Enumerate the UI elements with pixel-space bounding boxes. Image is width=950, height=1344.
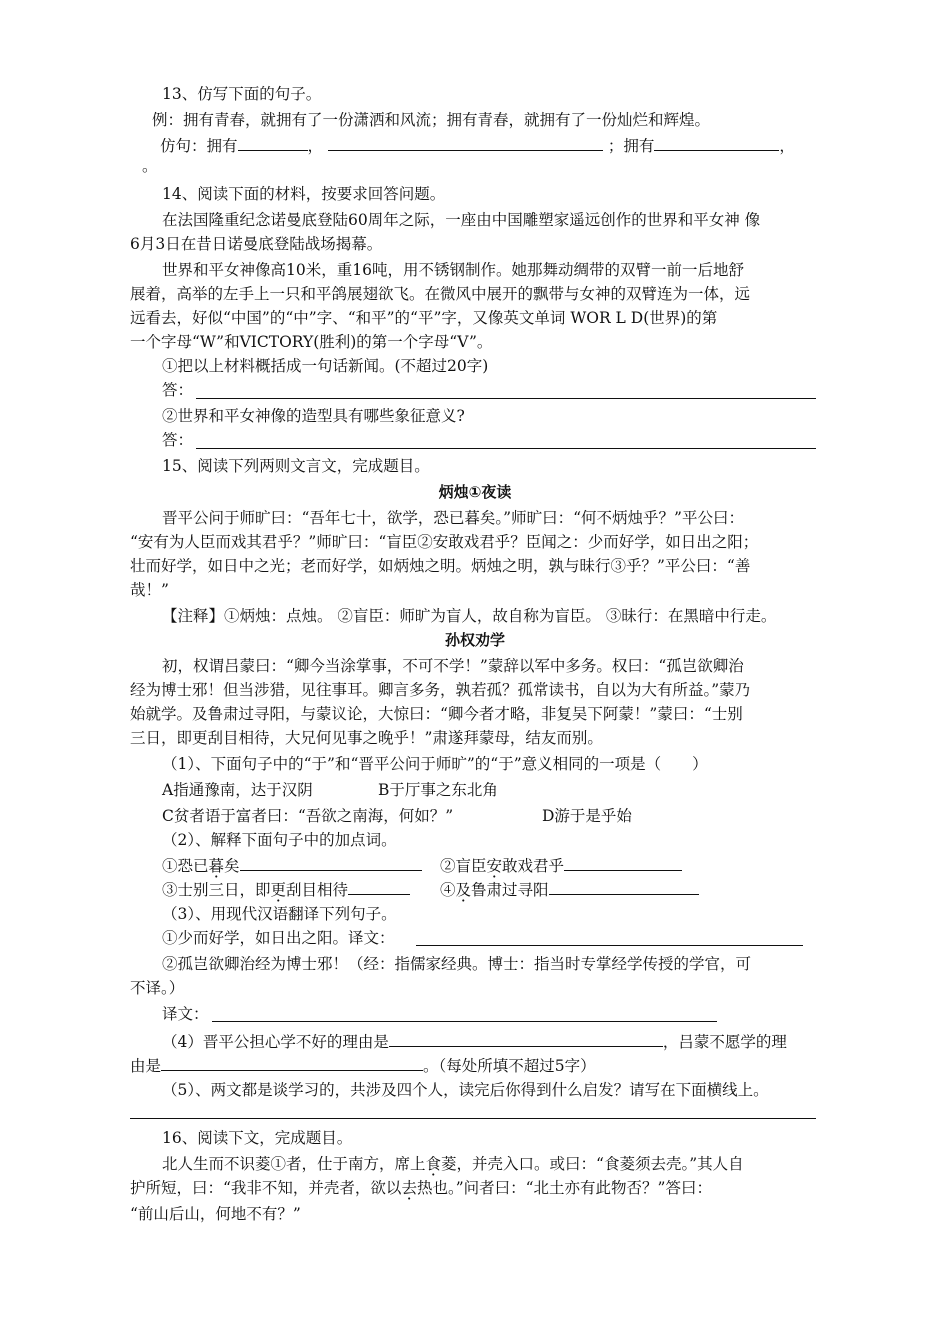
s4-blank-2[interactable] [161, 1054, 423, 1071]
q13-title: 13、仿写下面的句子。 [162, 85, 322, 103]
q14-paragraph1-line2: 6月3日在昔日诺曼底登陆战场揭幕。 [130, 235, 383, 253]
q14-item1: ①把以上材料概括成一句话新闻。(不超过20字) [162, 357, 489, 375]
option-a[interactable]: A指通豫南，达于汉阴 [162, 781, 313, 799]
s5-answer-line[interactable] [130, 1118, 816, 1119]
word2-blank[interactable] [564, 854, 682, 871]
q14-title: 14、阅读下面的材料，按要求回答问题。 [162, 185, 446, 203]
word1-post: 矣 [224, 857, 240, 875]
word3-post: 刮目相待 [286, 881, 349, 899]
q16-line2-pre: 护所短，曰：“我非不知，并壳者，欲以 [130, 1179, 402, 1197]
sub-question-4-line2 [130, 1054, 596, 1076]
q14-answer-line-1[interactable] [196, 398, 816, 399]
q13-blank-1[interactable] [238, 134, 308, 151]
option-b[interactable]: B于厅事之东北角 [378, 781, 498, 799]
translate-item-2-line1: ②孤岂欲卿治经为博士邪！（经：指儒家经典。博士：指当时专掌经学传授的学官，可 [162, 955, 752, 973]
q13-prompt: 仿句：拥有 [160, 137, 238, 155]
q14-paragraph2-line3: 远看去，好似“中国”的“中”字、“和平”的“平”字，又像英文单词 WOR L D(世界)的第 [130, 309, 718, 327]
q16-line3: “前山后山，何地不有？” [130, 1205, 301, 1223]
word1-dotted: 暮 [208, 857, 225, 875]
sub-question-5: （5）、两文都是谈学习的，共涉及四个人，读完后你得到什么启发？请写在下面横线上。 [162, 1081, 769, 1099]
q15-title: 15、阅读下列两则文言文，完成题目。 [162, 457, 430, 475]
q16-dotted-2: 去 [401, 1179, 417, 1197]
text1-notes: 【注释】①炳烛：点烛。 ②盲臣：师旷为盲人，故自称为盲臣。 ③昧行：在黑暗中行走。 [162, 607, 777, 625]
word-item-2 [440, 854, 682, 876]
sub-question-2: （2）、解释下面句子中的加点词。 [162, 831, 397, 849]
word3-pre: ③士别三日，即 [162, 881, 271, 899]
q14-answer-label-1: 答： [162, 381, 194, 399]
q14-paragraph1-line1: 在法国隆重纪念诺曼底登陆60周年之际，一座由中国雕塑家遥远创作的世界和平女神 像 [162, 211, 761, 229]
word4-post: 鲁肃过寻阳 [471, 881, 549, 899]
text1-line1: 晋平公问于师旷曰：“吾年七十，欲学，恐已暮矣。”师旷曰：“何不炳烛乎？”平公曰： [162, 509, 744, 527]
word1-pre: ①恐已 [162, 857, 209, 875]
text2-line4: 三日，即更刮目相待，大兄何见事之晚乎！”肃遂拜蒙母，结友而别。 [130, 729, 603, 747]
word1-blank[interactable] [240, 854, 422, 871]
sub-question-3: （3）、用现代汉语翻译下列句子。 [162, 905, 397, 923]
q14-answer-line-2[interactable] [196, 448, 816, 449]
text1-title: 炳烛①夜读 [438, 483, 512, 501]
q13-imitation-line [160, 134, 795, 156]
translate-blank-1[interactable] [416, 945, 803, 946]
word2-dotted: 安 [486, 857, 503, 875]
text1-line4: 哉！” [130, 581, 169, 599]
q16-line2 [130, 1178, 712, 1198]
q14-paragraph2-line4: 一个字母“W”和VICTORY(胜利)的第一个字母“V”。 [130, 333, 493, 351]
text1-line2: “安有为人臣而戏其君乎？”师旷曰：“盲臣②安敢戏君乎？臣闻之：少而好学，如日出之阳； [130, 533, 759, 551]
word3-blank[interactable] [348, 878, 410, 895]
q14-paragraph2-line2: 展着，高举的左手上一只和平鸽展翅欲飞。在微风中展开的飘带与女神的双臂连为一体，远 [130, 285, 751, 303]
q16-title: 16、阅读下文，完成题目。 [162, 1129, 353, 1147]
s4-post: ，吕蒙不愿学的理 [662, 1033, 787, 1051]
word2-post: 敢戏君乎 [502, 857, 565, 875]
option-c[interactable]: C贫者语于富者曰：“吾欲之南海，何如？” [162, 807, 454, 825]
q14-answer-label-2: 答： [162, 431, 194, 449]
q13-comma: ， [307, 137, 324, 155]
translate-blank-2[interactable] [212, 1021, 717, 1022]
q13-end-mark: 。 [142, 157, 158, 175]
word-item-3 [162, 878, 410, 900]
s4b-pre: 由是 [130, 1057, 162, 1075]
text2-line1: 初，权谓吕蒙曰：“卿今当涂掌事，不可不学！”蒙辞以军中多务。权曰：“孤岂欲卿治 [162, 657, 744, 675]
q14-item2: ②世界和平女神像的造型具有哪些象征意义? [162, 407, 465, 425]
s4-blank-1[interactable] [389, 1030, 663, 1047]
word4-pre: ④ [440, 881, 456, 899]
q13-blank-3[interactable] [654, 134, 779, 151]
word2-pre: ②盲臣 [440, 857, 487, 875]
option-d[interactable]: D游于是乎始 [542, 807, 632, 825]
text2-line3: 始就学。及鲁肃过寻阳，与蒙议论，大惊曰：“卿今者才略，非复吴下阿蒙！”蒙曰：“士别 [130, 705, 743, 723]
q13-example: 例：拥有青春，就拥有了一份潇洒和风流；拥有青春，就拥有了一份灿烂和辉煌。 [152, 111, 711, 129]
q16-line1-pre: 北人生而不识菱①者，仕于南方，席上 [162, 1155, 426, 1173]
sub-question-1: （1）、下面句子中的“于”和“晋平公问于师旷”的“于”意义相同的一项是（ ） [162, 755, 708, 773]
q16-line1-post: 菱，并壳入口。或曰：“食菱须去壳。”其人自 [441, 1155, 744, 1173]
q13-end-comma: ， [779, 137, 795, 155]
text2-line2: 经为博士邪！但当涉猎，见往事耳。卿言多务，孰若孤？孤常读书，自以为大有所益。”蒙乃 [130, 681, 751, 699]
word-item-1 [162, 854, 422, 876]
text1-line3: 壮而好学，如日中之光；老而好学，如炳烛之明。炳烛之明，孰与昧行③乎？”平公曰：“善 [130, 557, 751, 575]
q16-line2-post: 热也。”问者曰：“北土亦有此物否？”答曰： [416, 1179, 712, 1197]
word-item-4 [440, 878, 699, 900]
translate-label: 译文： [162, 1005, 209, 1023]
text2-title: 孙权劝学 [444, 631, 505, 649]
q13-blank-2[interactable] [328, 134, 603, 151]
s4b-post: 。（每处所填不超过5字） [423, 1057, 596, 1075]
translate-item-2-line2: 不译。） [130, 979, 185, 997]
q16-line1 [162, 1154, 744, 1174]
q14-paragraph2-line1: 世界和平女神像高10米，重16吨，用不锈钢制作。她那舞动绸带的双臂一前一后地舒 [162, 261, 744, 279]
word4-dotted: 及 [455, 881, 472, 899]
sub-question-4-line1 [162, 1030, 787, 1052]
s4-pre: （4）晋平公担心学不好的理由是 [162, 1033, 389, 1051]
q16-dotted-1: 食 [425, 1155, 442, 1173]
q13-semi-have: ；拥有 [607, 137, 655, 155]
word4-blank[interactable] [549, 878, 699, 895]
translate-item-1: ①少而好学，如日出之阳。译文： [162, 929, 395, 947]
word3-dotted: 更 [270, 881, 287, 899]
